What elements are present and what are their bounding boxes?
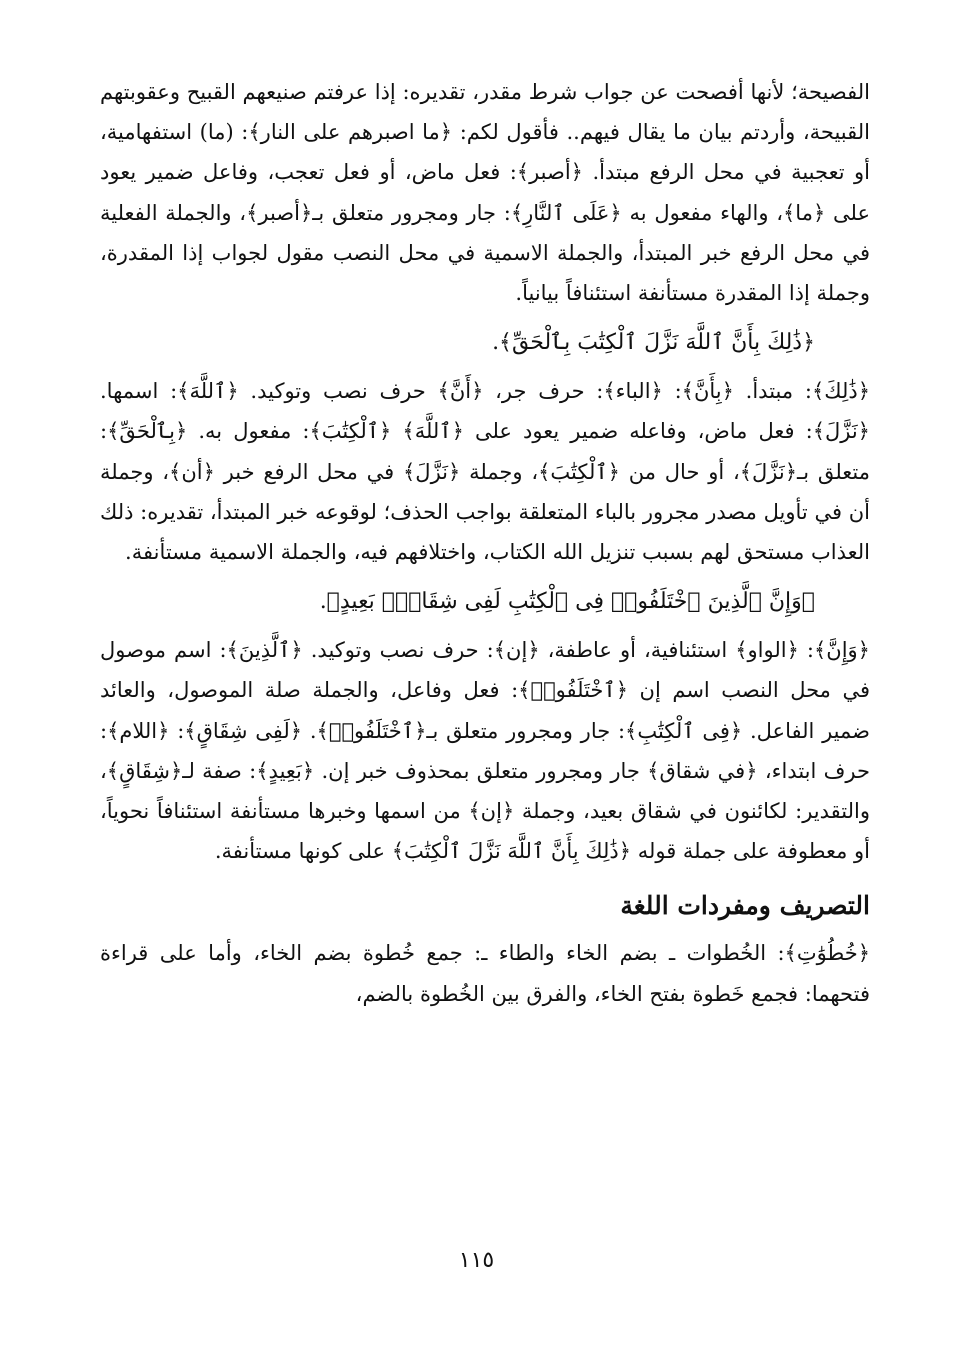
page-body — [100, 72, 870, 1014]
section-heading: التصريف ومفردات اللغة — [620, 891, 870, 921]
page-number: ١١٥ — [458, 1248, 495, 1273]
quran-verse-2: ﴿وَإِنَّ ٱلَّذِينَ ٱخْتَلَفُوا۟ فِى ٱلْكِتَٰبِ لَفِى شِقَاقٍۭ بَعِيدٍ﴾. — [319, 589, 815, 615]
paragraph-grammar-analysis-2: ﴿ذَٰلِكَ﴾: مبتدأ. ﴿بِأَنَّ﴾: ﴿الباء﴾: حرف جر، ﴿أَنَّ﴾ حرف نصب وتوكيد. ﴿ٱللَّهَ﴾: اسمها. ﴿نَزَّلَ﴾: فعل ماض، وفاعله ضمير يعود على ﴿ٱللَّهَ﴾ ﴿ٱلْكِتَٰبَ﴾: مفعول به. ﴿بِٱلْحَقِّ﴾: متعلق بـ﴿نَزَّلَ﴾، أو حال من ﴿ٱلْكِتَٰبَ﴾، وجملة ﴿نَزَّلَ﴾ في محل الرفع خبر ﴿أن﴾، وجملة أن في تأويل مصدر مجرور بالباء المتعلقة بواجب الحذف؛ لوقوعه خبر المبتدأ، تقديره: ذلك العذاب مستحق لهم بسبب تنزيل الله الكتاب، واختلافهم فيه، والجملة الاسمية مستأنفة. — [100, 379, 870, 565]
quran-verse-1: ﴿ذَٰلِكَ بِأَنَّ ٱللَّهَ نَزَّلَ ٱلْكِتَٰبَ بِٱلْحَقِّ﴾. — [492, 330, 815, 356]
paragraph-vocabulary-1: ﴿خُطُوَٰتِ﴾: الخُطوات ـ بضم الخاء والطاء ـ: جمع خُطوة بضم الخاء، وأما على قراءة فتحهما: فجمع خَطوة بفتح الخاء، والفرق بين الخُطوة بالضم، — [100, 941, 870, 1006]
paragraph-grammar-analysis-3: ﴿وَإِنَّ﴾: ﴿الواو﴾ استئنافية، أو عاطفة، ﴿إن﴾: حرف نصب وتوكيد. ﴿ٱلَّذِينَ﴾: اسم موصول في محل النصب اسم إن ﴿ٱخْتَلَفُوا۟﴾: فعل وفاعل، والجملة صلة الموصول، والعائد ضمير الفاعل. ﴿فِى ٱلْكِتَٰبِ﴾: جار ومجرور متعلق بـ﴿ٱخْتَلَفُوا۟﴾. ﴿لَفِى شِقَاقٍ﴾: ﴿اللام﴾: حرف ابتداء، ﴿في شقاق﴾ جار ومجرور متعلق بمحذوف خبر إن. ﴿بَعِيدٍ﴾: صفة لـ﴿شِقَاقٍ﴾، والتقدير: لكائنون في شقاق بعيد، وجملة ﴿إن﴾ من اسمها وخبرها مستأنفة استئنافاً نحوياً، أو معطوفة على جملة قوله ﴿ذَٰلِكَ بِأَنَّ ٱللَّهَ نَزَّلَ ٱلْكِتَٰبَ﴾ على كونها مستأنفة. — [100, 638, 870, 864]
paragraph-grammar-analysis-1: الفصيحة؛ لأنها أفصحت عن جواب شرط مقدر، تقديره: إذا عرفتم صنيعهم القبيح وعقوبتهم القبيحة، وأردتم بيان ما يقال فيهم.. فأقول لكم: ﴿ما اصبرهم على النار﴾: (ما) استفهامية، أو تعجبية في محل الرفع مبتدأ. ﴿أصبر﴾: فعل ماض، أو فعل تعجب، وفاعل ضمير يعود على ﴿ما﴾، والهاء مفعول به ﴿عَلَى ٱلنَّارِ﴾: جار ومجرور متعلق بـ﴿أصبر﴾، والجملة الفعلية في محل الرفع خبر المبتدأ، والجملة الاسمية في محل النصب مقول لجواب إذا المقدرة، وجملة إذا المقدرة مستأنفة استئنافاً بيانياً. — [100, 80, 870, 306]
